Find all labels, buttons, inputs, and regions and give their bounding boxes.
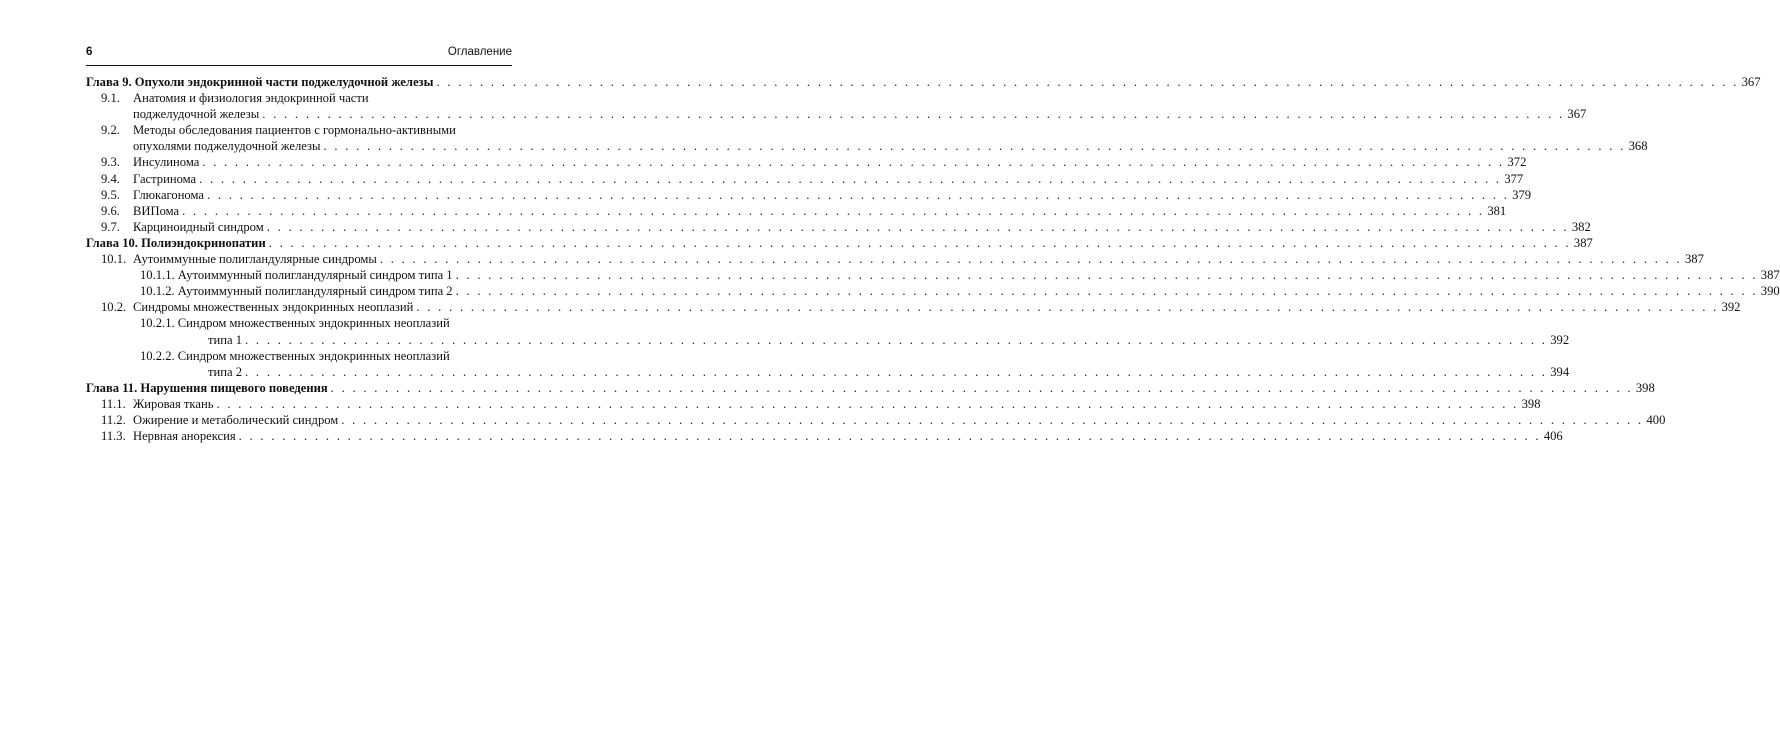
toc-entry-number: 9.1. xyxy=(101,91,120,106)
toc-page-number: 387 xyxy=(1760,268,1780,283)
toc-entry-title: Синдромы множественных эндокринных неоплазий xyxy=(133,300,414,315)
dot-leader: . . . . . . . . . . . . . . . . . . . . . . . . . . . . . . . . . . . . . . . . . . . . . . . . . . . . . . . . . . . . . . . . . . . . . . . . . . . . . . . . . . . . . . . . . . . . . . . . . . . . . . . . . . . . . . . . . . . . . . . . xyxy=(238,429,1541,444)
dot-leader: . . . . . . . . . . . . . . . . . . . . . . . . . . . . . . . . . . . . . . . . . . . . . . . . . . . . . . . . . . . . . . . . . . . . . . . . . . . . . . . . . . . . . . . . . . . . . . . . . . . . . . . . . . . . . . . . . . . . . . . . xyxy=(416,300,1719,315)
toc-entry-number: 11.3. xyxy=(101,429,126,444)
toc-section-entry[interactable] xyxy=(86,122,1648,154)
toc-section-entry[interactable] xyxy=(86,90,1587,122)
toc-entry-body xyxy=(86,122,1648,154)
toc-entry-number: 9.6. xyxy=(101,203,120,218)
toc-page-number: 367 xyxy=(1741,75,1761,89)
toc-section-entry[interactable] xyxy=(86,203,1507,219)
toc-entry-body xyxy=(86,219,1591,235)
toc-entry-line xyxy=(140,364,1570,380)
toc-entry-title: Глава 9. Опухоли эндокринной части поджелудочной железы xyxy=(86,75,434,89)
toc-section-entry[interactable] xyxy=(86,299,1741,315)
document-page xyxy=(86,44,1780,444)
toc-entry-line xyxy=(133,299,1741,315)
toc-page-number: 392 xyxy=(1550,332,1570,347)
toc-entry-body xyxy=(86,396,1541,412)
toc-entry-title: Гастринома xyxy=(133,171,197,186)
dot-leader: . . . . . . . . . . . . . . . . . . . . . . . . . . . . . . . . . . . . . . . . . . . . . . . . . . . . . . . . . . . . . . . . . . . . . . . . . . . . . . . . . . . . . . . . . . . . . . . . . . . . . . . . . . . . . . . . . . . . . . . . xyxy=(216,396,1519,411)
toc-entry-line xyxy=(133,412,1666,428)
toc-chapter-entry[interactable] xyxy=(86,235,1593,251)
toc-entry-title: Глава 11. Нарушения пищевого поведения xyxy=(86,380,328,395)
toc-entry-number: 9.5. xyxy=(101,187,120,202)
toc-entry-body xyxy=(86,348,1570,380)
toc-entry-number: 11.2. xyxy=(101,412,126,427)
dot-leader: . . . . . . . . . . . . . . . . . . . . . . . . . . . . . . . . . . . . . . . . . . . . . . . . . . . . . . . . . . . . . . . . . . . . . . . . . . . . . . . . . . . . . . . . . . . . . . . . . . . . . . . . . . . . . . . . . . . . . . . . xyxy=(199,171,1502,186)
toc-entry-number: 9.7. xyxy=(101,219,120,234)
dot-leader: . . . . . . . . . . . . . . . . . . . . . . . . . . . . . . . . . . . . . . . . . . . . . . . . . . . . . . . . . . . . . . . . . . . . . . . . . . . . . . . . . . . . . . . . . . . . . . . . . . . . . . . . . . . . . . . . . . . . . . . . xyxy=(182,203,1485,218)
dot-leader: . . . . . . . . . . . . . . . . . . . . . . . . . . . . . . . . . . . . . . . . . . . . . . . . . . . . . . . . . . . . . . . . . . . . . . . . . . . . . . . . . . . . . . . . . . . . . . . . . . . . . . . . . . . . . . . . . . . . . . . . xyxy=(436,75,1739,89)
toc-entry-body xyxy=(86,171,1524,187)
toc-entry-line xyxy=(133,90,512,106)
toc-entry-body xyxy=(86,380,1655,396)
toc-entry-line xyxy=(140,283,1780,299)
toc-entry-body xyxy=(86,299,1741,315)
toc-entry-number: 9.2. xyxy=(101,123,120,138)
toc-page-number: 382 xyxy=(1571,219,1591,234)
toc-entry-title: поджелудочной железы xyxy=(133,107,260,122)
toc-section-entry[interactable] xyxy=(86,219,1591,235)
toc-entry-line xyxy=(133,154,1527,170)
dot-leader: . . . . . . . . . . . . . . . . . . . . . . . . . . . . . . . . . . . . . . . . . . . . . . . . . . . . . . . . . . . . . . . . . . . . . . . . . . . . . . . . . . . . . . . . . . . . . . . . . . . . . . . . . . . . . . . . . . . . . . . . xyxy=(245,332,1548,347)
toc-section-entry[interactable] xyxy=(86,348,1570,380)
toc-entry-line xyxy=(133,203,1507,219)
toc-entry-line xyxy=(133,106,1587,122)
toc-section-entry[interactable] xyxy=(86,187,1532,203)
toc-page-number: 377 xyxy=(1504,171,1524,186)
toc-page-number: 387 xyxy=(1685,252,1704,267)
toc-page-number: 394 xyxy=(1550,364,1570,379)
toc-page-number: 400 xyxy=(1646,412,1666,427)
header-rule xyxy=(86,65,512,66)
toc-entry-body xyxy=(86,154,1527,170)
toc-entry-line xyxy=(140,315,512,331)
toc-entry-line xyxy=(133,428,1563,444)
toc-entry-title: 10.2.2. Синдром множественных эндокринных неоплазий xyxy=(140,348,450,363)
toc-entry-body xyxy=(86,251,1704,267)
toc-entry-title: Глюкагонома xyxy=(133,187,204,202)
dot-leader: . . . . . . . . . . . . . . . . . . . . . . . . . . . . . . . . . . . . . . . . . . . . . . . . . . . . . . . . . . . . . . . . . . . . . . . . . . . . . . . . . . . . . . . . . . . . . . . . . . . . . . . . . . . . . . . . . . . . . . . . xyxy=(455,268,1758,283)
toc-entry-number: 9.4. xyxy=(101,171,120,186)
running-title: Оглавление xyxy=(447,46,512,58)
toc-entry-line xyxy=(133,138,1648,154)
toc-entry-number: 11.1. xyxy=(101,396,126,411)
toc-entry-line xyxy=(140,348,512,364)
toc-section-entry[interactable] xyxy=(86,428,1563,444)
toc-entry-title: Методы обследования пациентов с гормонально-активными xyxy=(133,123,456,138)
toc-page-number: 390 xyxy=(1760,284,1780,299)
toc-entry-body xyxy=(86,90,1587,122)
toc-entry-line xyxy=(140,267,1780,283)
toc-entry-line xyxy=(133,187,1532,203)
toc-entry-line xyxy=(133,122,512,138)
dot-leader: . . . . . . . . . . . . . . . . . . . . . . . . . . . . . . . . . . . . . . . . . . . . . . . . . . . . . . . . . . . . . . . . . . . . . . . . . . . . . . . . . . . . . . . . . . . . . . . . . . . . . . . . . . . . . . . . . . . . . . . . xyxy=(268,235,1571,250)
toc-page-number: 368 xyxy=(1628,139,1648,154)
toc-entry-body xyxy=(86,267,1780,283)
toc-entry-line xyxy=(86,380,1655,396)
toc-section-entry[interactable] xyxy=(86,396,1541,412)
toc-entry-body xyxy=(86,283,1780,299)
toc-entry-title: Анатомия и физиология эндокринной части xyxy=(133,91,369,106)
toc-entry-title: Инсулинома xyxy=(133,155,200,170)
dot-leader: . . . . . . . . . . . . . . . . . . . . . . . . . . . . . . . . . . . . . . . . . . . . . . . . . . . . . . . . . . . . . . . . . . . . . . . . . . . . . . . . . . . . . . . . . . . . . . . . . . . . . . . . . . . . . . . . . . . . . . . . xyxy=(330,380,1633,395)
toc-entry-body xyxy=(86,187,1532,203)
toc-entry-title: Ожирение и метаболический синдром xyxy=(133,412,339,427)
toc-entry-title: Аутоиммунные полигландулярные синдромы xyxy=(133,252,377,267)
toc-entry-line xyxy=(133,396,1541,412)
toc-entry-body xyxy=(86,203,1507,219)
toc-page-number: 372 xyxy=(1507,155,1527,170)
dot-leader: . . . . . . . . . . . . . . . . . . . . . . . . . . . . . . . . . . . . . . . . . . . . . . . . . . . . . . . . . . . . . . . . . . . . . . . . . . . . . . . . . . . . . . . . . . . . . . . . . . . . . . . . . . . . . . . . . . . . . . . . xyxy=(455,284,1758,299)
toc-entry-line xyxy=(86,74,1761,90)
dot-leader: . . . . . . . . . . . . . . . . . . . . . . . . . . . . . . . . . . . . . . . . . . . . . . . . . . . . . . . . . . . . . . . . . . . . . . . . . . . . . . . . . . . . . . . . . . . . . . . . . . . . . . . . . . . . . . . . . . . . . . . . xyxy=(379,252,1682,267)
toc-page-number: 367 xyxy=(1567,107,1587,122)
toc-entry-number: 10.1. xyxy=(101,252,127,267)
toc-entry-title: Жировая ткань xyxy=(133,396,214,411)
dot-leader: . . . . . . . . . . . . . . . . . . . . . . . . . . . . . . . . . . . . . . . . . . . . . . . . . . . . . . . . . . . . . . . . . . . . . . . . . . . . . . . . . . . . . . . . . . . . . . . . . . . . . . . . . . . . . . . . . . . . . . . . xyxy=(202,155,1505,170)
toc-entry-line xyxy=(133,251,1704,267)
toc-section-entry[interactable] xyxy=(86,283,1780,299)
toc-entry-line xyxy=(86,235,1593,251)
toc-entry-title: типа 1 xyxy=(208,332,243,347)
toc-section-entry[interactable] xyxy=(86,315,1570,347)
toc-page-number: 398 xyxy=(1521,396,1541,411)
toc-section-entry[interactable] xyxy=(86,154,1527,170)
toc-page-number: 379 xyxy=(1512,187,1532,202)
toc-entry-body xyxy=(86,235,1593,251)
toc-section-entry[interactable] xyxy=(86,251,1704,267)
dot-leader: . . . . . . . . . . . . . . . . . . . . . . . . . . . . . . . . . . . . . . . . . . . . . . . . . . . . . . . . . . . . . . . . . . . . . . . . . . . . . . . . . . . . . . . . . . . . . . . . . . . . . . . . . . . . . . . . . . . . . . . . xyxy=(206,187,1510,202)
toc-entry-title: Карциноидный синдром xyxy=(133,219,264,234)
toc-entry-title: опухолями поджелудочной железы xyxy=(133,139,321,154)
toc-page-number: 387 xyxy=(1573,235,1593,250)
toc-page-number: 392 xyxy=(1721,300,1741,315)
page-number: 6 xyxy=(86,46,93,58)
toc-page-number: 398 xyxy=(1635,380,1655,395)
dot-leader: . . . . . . . . . . . . . . . . . . . . . . . . . . . . . . . . . . . . . . . . . . . . . . . . . . . . . . . . . . . . . . . . . . . . . . . . . . . . . . . . . . . . . . . . . . . . . . . . . . . . . . . . . . . . . . . . . . . . . . . . xyxy=(341,412,1644,427)
toc-entry-number: 9.3. xyxy=(101,155,120,170)
running-head xyxy=(86,44,512,60)
toc-entry-body xyxy=(86,412,1666,428)
toc-entry-title: Глава 10. Полиэндокринопатии xyxy=(86,235,266,250)
toc-entry-body xyxy=(86,315,1570,347)
toc-chapter-entry[interactable] xyxy=(86,74,1761,90)
toc-section-entry[interactable] xyxy=(86,267,1780,283)
dot-leader: . . . . . . . . . . . . . . . . . . . . . . . . . . . . . . . . . . . . . . . . . . . . . . . . . . . . . . . . . . . . . . . . . . . . . . . . . . . . . . . . . . . . . . . . . . . . . . . . . . . . . . . . . . . . . . . . . . . . . . . . xyxy=(262,107,1565,122)
toc-entry-title: Нервная анорексия xyxy=(133,429,236,444)
toc-chapter-entry[interactable] xyxy=(86,380,1655,396)
dot-leader: . . . . . . . . . . . . . . . . . . . . . . . . . . . . . . . . . . . . . . . . . . . . . . . . . . . . . . . . . . . . . . . . . . . . . . . . . . . . . . . . . . . . . . . . . . . . . . . . . . . . . . . . . . . . . . . . . . . . . . . . xyxy=(266,219,1569,234)
toc-entry-body xyxy=(86,428,1563,444)
toc-entry-line xyxy=(133,171,1524,187)
dot-leader: . . . . . . . . . . . . . . . . . . . . . . . . . . . . . . . . . . . . . . . . . . . . . . . . . . . . . . . . . . . . . . . . . . . . . . . . . . . . . . . . . . . . . . . . . . . . . . . . . . . . . . . . . . . . . . . . . . . . . . . . xyxy=(323,139,1626,154)
toc-entry-line xyxy=(140,332,1570,348)
toc-entry-title: 10.1.1. Аутоиммунный полигландулярный синдром типа 1 xyxy=(140,268,453,283)
toc-entry-line xyxy=(133,219,1591,235)
toc-entry-title: типа 2 xyxy=(208,364,243,379)
toc-page-number: 381 xyxy=(1487,203,1507,218)
toc-section-entry[interactable] xyxy=(86,412,1666,428)
table-of-contents xyxy=(86,74,1780,444)
toc-entry-title: ВИПома xyxy=(133,203,180,218)
toc-entry-body xyxy=(86,74,1761,90)
dot-leader: . . . . . . . . . . . . . . . . . . . . . . . . . . . . . . . . . . . . . . . . . . . . . . . . . . . . . . . . . . . . . . . . . . . . . . . . . . . . . . . . . . . . . . . . . . . . . . . . . . . . . . . . . . . . . . . . . . . . . . . . xyxy=(245,364,1548,379)
toc-page-number: 406 xyxy=(1543,429,1563,444)
toc-entry-number: 10.2. xyxy=(101,300,127,315)
toc-entry-title: 10.2.1. Синдром множественных эндокринных неоплазий xyxy=(140,316,450,331)
toc-section-entry[interactable] xyxy=(86,171,1524,187)
toc-entry-title: 10.1.2. Аутоиммунный полигландулярный синдром типа 2 xyxy=(140,284,453,299)
